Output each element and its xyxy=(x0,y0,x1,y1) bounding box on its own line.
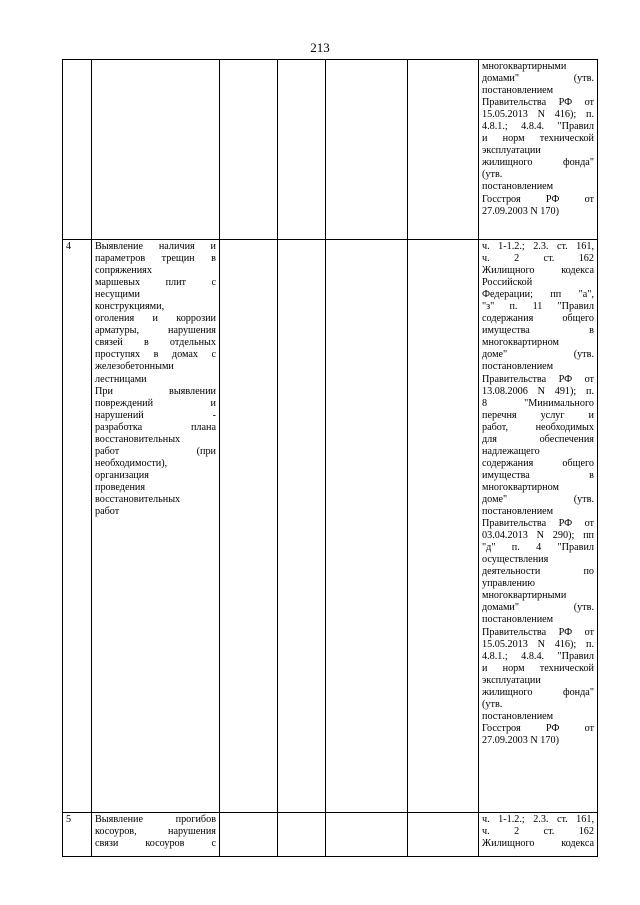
legal-basis-line: 8 "Минимального xyxy=(482,397,594,409)
table-row xyxy=(63,813,598,857)
work-text-line: оголения и коррозии xyxy=(95,313,216,325)
legal-basis-line: 03.04.2013 N 290); пп xyxy=(482,530,594,542)
legal-basis-line: многоквартирными xyxy=(482,590,567,602)
work-description-cell xyxy=(92,813,220,857)
legal-basis-line: (утв. xyxy=(482,698,503,710)
col-4-cell xyxy=(278,240,326,813)
table-row xyxy=(63,60,598,240)
legal-basis-line: многоквартирном xyxy=(482,337,559,349)
work-text-line: необходимости), xyxy=(95,457,168,469)
legal-basis-line: доме" (утв. xyxy=(482,493,594,505)
row-number-cell xyxy=(63,60,92,240)
legal-basis-line: домами" (утв. xyxy=(482,602,594,614)
legal-basis-line: эксплуатации xyxy=(482,674,541,686)
work-text-line: нарушений - xyxy=(95,409,216,421)
legal-basis-line: управлению xyxy=(482,578,535,590)
legal-basis-line: "з" п. 11 "Правил xyxy=(482,301,594,313)
col-6-cell xyxy=(408,60,479,240)
work-text-line: косоуров, нарушения xyxy=(95,826,216,838)
legal-basis-line: содержания общего xyxy=(482,313,594,325)
legal-basis-line: осуществления xyxy=(482,554,549,566)
legal-basis-line: ч. 1-1.2.; 2.3. ст. 161, xyxy=(482,814,594,825)
legal-basis-line: жилищного фонда" xyxy=(482,686,594,698)
work-text-line: восстановительных xyxy=(95,433,181,445)
legal-basis-line: для обеспечения xyxy=(482,433,594,445)
legal-basis-line: ч. 1-1.2.; 2.3. ст. 161, xyxy=(482,241,594,252)
legal-basis-cell xyxy=(479,813,598,857)
work-text-line: восстановительных xyxy=(95,493,181,505)
work-text-line: сопряжениях xyxy=(95,265,152,277)
work-text-line: повреждений и xyxy=(95,397,216,409)
legal-basis-line: многоквартирными xyxy=(482,61,567,72)
legal-basis-cell xyxy=(479,60,598,240)
legal-basis-line: имущества в xyxy=(482,325,594,337)
work-text-line: проступях в домах с xyxy=(95,349,216,361)
legal-basis-line: Правительства РФ от xyxy=(482,97,594,109)
legal-basis-line: Жилищного кодекса xyxy=(482,265,594,277)
col-4-cell xyxy=(278,813,326,857)
legal-basis-line: постановлением xyxy=(482,361,554,373)
work-text-line: конструкциями, xyxy=(95,301,165,313)
legal-basis-line: имущества в xyxy=(482,469,594,481)
legal-basis-line: 27.09.2003 N 170) xyxy=(482,734,559,746)
col-4-cell xyxy=(278,60,326,240)
col-3-cell xyxy=(220,60,278,240)
legal-basis-line: постановлением xyxy=(482,710,554,722)
legal-basis-line: доме" (утв. xyxy=(482,349,594,361)
work-text-line: работ (при xyxy=(95,445,216,457)
legal-basis-line: Российской xyxy=(482,277,533,289)
col-3-cell xyxy=(220,813,278,857)
legal-basis-line: Правительства РФ от xyxy=(482,373,594,385)
legal-basis-line: и норм технической xyxy=(482,662,594,674)
legal-basis-line: 15.05.2013 N 416); п. xyxy=(482,638,594,650)
work-text-line: разработка плана xyxy=(95,421,216,433)
legal-basis-line: 4.8.1.; 4.8.4. "Правил xyxy=(482,650,594,662)
legal-basis-line: содержания общего xyxy=(482,457,594,469)
work-text-line: связей в отдельных xyxy=(95,337,216,349)
work-text-line: маршевых плит с xyxy=(95,277,216,289)
work-text-line: организация xyxy=(95,469,149,481)
legal-basis-line: жилищного фонда" xyxy=(482,157,594,169)
col-3-cell xyxy=(220,240,278,813)
regulations-table xyxy=(62,59,598,857)
legal-basis-line: Госстроя РФ от xyxy=(482,193,594,205)
legal-basis-line: перечня услуг и xyxy=(482,409,594,421)
legal-basis-line: постановлением xyxy=(482,181,554,193)
col-6-cell xyxy=(408,240,479,813)
legal-basis-line: эксплуатации xyxy=(482,145,541,157)
legal-basis-line: 13.08.2006 N 491); п. xyxy=(482,385,594,397)
legal-basis-line: Правительства РФ от xyxy=(482,518,594,530)
col-5-cell xyxy=(326,240,408,813)
work-text-line: связи косоуров с xyxy=(95,838,216,850)
legal-basis-line: Жилищного кодекса xyxy=(482,838,594,850)
legal-basis-line: деятельности по xyxy=(482,566,594,578)
work-description-cell xyxy=(92,60,220,240)
table-row xyxy=(63,240,598,813)
legal-basis-line: (утв. xyxy=(482,169,503,181)
legal-basis-line: Федерации; пп "а", xyxy=(482,289,594,301)
col-5-cell xyxy=(326,60,408,240)
legal-basis-line: многоквартирном xyxy=(482,481,559,493)
legal-basis-line: 4.8.1.; 4.8.4. "Правил xyxy=(482,121,594,133)
legal-basis-line: "д" п. 4 "Правил xyxy=(482,542,594,554)
legal-basis-line: 15.05.2013 N 416); п. xyxy=(482,109,594,121)
work-text-line: проведения xyxy=(95,481,146,493)
legal-basis-line: и норм технической xyxy=(482,133,594,145)
work-text-line: работ xyxy=(95,506,120,518)
legal-basis-line: Правительства РФ от xyxy=(482,626,594,638)
legal-basis-cell xyxy=(479,240,598,813)
work-description-cell xyxy=(92,240,220,813)
legal-basis-line: ч. 2 ст. 162 xyxy=(482,826,594,838)
legal-basis-line: постановлением xyxy=(482,506,554,518)
work-text-line: несущими xyxy=(95,289,140,301)
row-number: 5 xyxy=(66,814,72,825)
legal-basis-line: постановлением xyxy=(482,85,554,97)
legal-basis-line: постановлением xyxy=(482,614,554,626)
work-text-line: арматуры, нарушения xyxy=(95,325,216,337)
legal-basis-line: домами" (утв. xyxy=(482,73,594,85)
col-6-cell xyxy=(408,813,479,857)
legal-basis-line: надлежащего xyxy=(482,445,540,457)
col-5-cell xyxy=(326,813,408,857)
legal-basis-line: ч. 2 ст. 162 xyxy=(482,253,594,265)
row-number: 4 xyxy=(66,241,72,252)
legal-basis-line: работ, необходимых xyxy=(482,421,594,433)
legal-basis-line: Госстроя РФ от xyxy=(482,722,594,734)
work-text-line: Выявление прогибов xyxy=(95,814,216,825)
work-text-line: параметров трещин в xyxy=(95,253,216,265)
row-number-cell xyxy=(63,240,92,813)
row-number-cell xyxy=(63,813,92,857)
work-text-line: Выявление наличия и xyxy=(95,241,216,252)
work-text-line: железобетонными xyxy=(95,361,174,373)
page-number: 213 xyxy=(310,40,330,55)
work-text-line: лестницами xyxy=(95,373,147,385)
work-text-line: При выявлении xyxy=(95,385,216,397)
legal-basis-line: 27.09.2003 N 170) xyxy=(482,205,559,217)
